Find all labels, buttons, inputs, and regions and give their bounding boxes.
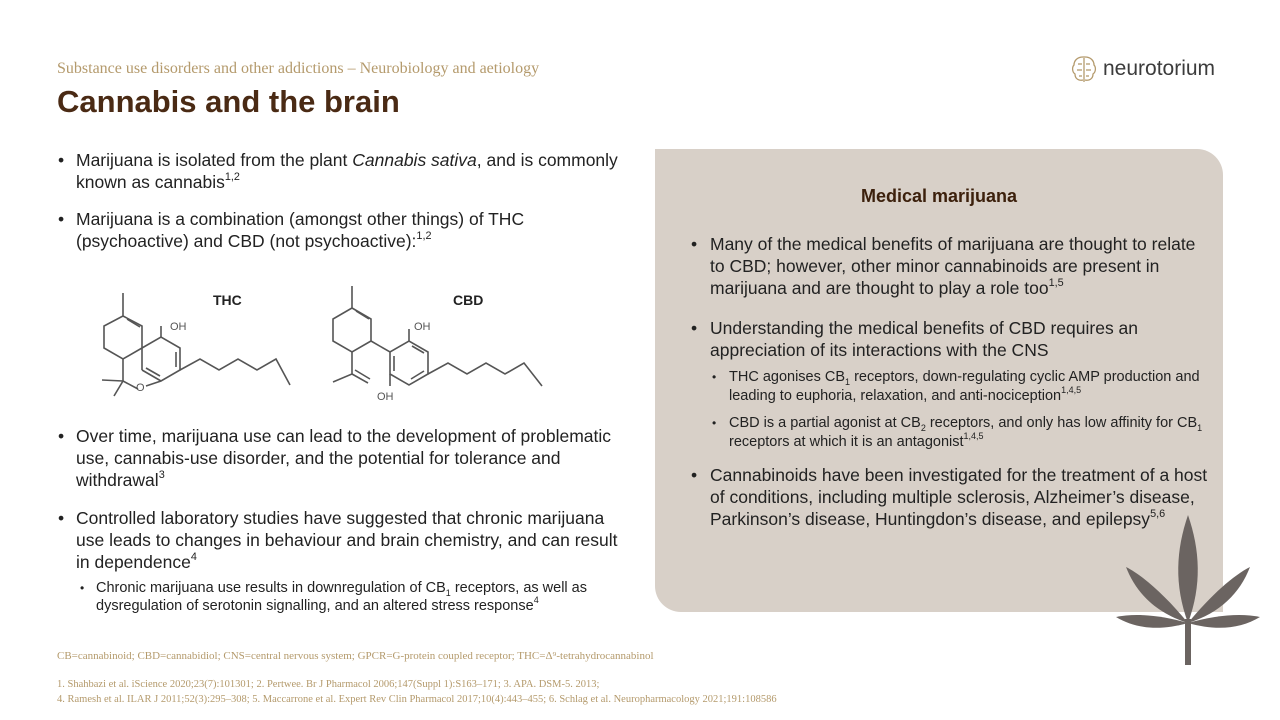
o-label: O xyxy=(136,382,145,394)
cbd-structure xyxy=(320,282,560,412)
text: receptors, and only has low affinity for CB xyxy=(925,415,1198,431)
neurotorium-logo xyxy=(1071,54,1215,84)
ref-sup: 1,4,5 xyxy=(963,431,984,442)
sub-bullets xyxy=(76,579,628,615)
bullet-thc-cbd xyxy=(58,208,628,252)
text: Many of the medical benefits of marijuana are thought to relate to CBD; however, other minor cannabinoids are present in marijuana and are thought to play a role too xyxy=(710,234,1196,298)
bullet-problematic-use xyxy=(58,425,628,491)
references-line-2: 4. Ramesh et al. ILAR J 2011;52(3):295–308; 5. Maccarrone et al. Expert Rev Clin Pharmacol 2017;10(4):443–455; 6. Schlag et al. Neuropharmacology 2021;191:108586 xyxy=(57,694,777,705)
molecule-structures xyxy=(80,282,560,412)
ref-sup: 1,2 xyxy=(224,171,240,184)
cannabis-leaf-icon xyxy=(1116,515,1260,665)
logo-text: neurotorium xyxy=(1103,57,1216,80)
bullet-marijuana-origin xyxy=(58,149,628,193)
species-name: Cannabis sativa xyxy=(352,150,477,170)
oh-label: OH xyxy=(170,321,187,333)
section-subtitle: Substance use disorders and other addictions – Neurobiology and aetiology xyxy=(57,60,540,77)
ref-sup: 1,4,5 xyxy=(1061,385,1082,396)
text: Over time, marijuana use can lead to the development of problematic use, cannabis-use disorder, and the potential for tolerance and withdrawal xyxy=(76,426,612,490)
ref-sup: 4 xyxy=(533,595,539,606)
panel-sub-cbd xyxy=(710,414,1211,452)
left-bullets-bottom xyxy=(58,425,628,615)
panel-sub-bullets xyxy=(710,368,1211,452)
abbreviations: CB=cannabinoid; CBD=cannabidiol; CNS=central nervous system; GPCR=G-protein coupled receptor; THC=Δ⁹-tetrahydrocannabinol xyxy=(57,650,654,662)
panel-bullet-cns xyxy=(691,317,1211,452)
left-bullets-top xyxy=(58,149,628,252)
text: , and is commonly known as cannabis xyxy=(76,150,618,192)
oh-label: OH xyxy=(414,321,431,333)
text: Controlled laboratory studies have suggested that chronic marijuana use leads to changes in behaviour and brain chemistry, and can result in dependence xyxy=(76,508,618,572)
panel-title: Medical marijuana xyxy=(860,186,1018,206)
text: Marijuana is a combination (amongst other things) of THC (psychoactive) and CBD (not psychoactive): xyxy=(76,209,525,251)
text: Chronic marijuana use results in downregulation of CB xyxy=(96,580,446,596)
text: receptors at which it is an antagonist xyxy=(729,434,964,450)
ref-sup: 4 xyxy=(190,551,197,564)
ref-sup: 1,2 xyxy=(416,230,432,243)
panel-sub-thc xyxy=(710,368,1211,406)
text: CBD is a partial agonist at CB xyxy=(729,415,921,431)
panel-bullet-benefits xyxy=(691,233,1211,299)
subscript: 1 xyxy=(445,587,451,598)
ref-sup: 5,6 xyxy=(1150,508,1166,521)
text: THC agonises CB xyxy=(729,369,846,385)
text: Marijuana is isolated from the plant xyxy=(76,150,353,170)
sub-bullet-downregulation xyxy=(76,579,628,615)
thc-label: THC xyxy=(213,292,242,308)
text: Cannabinoids have been investigated for the treatment of a host of conditions, including multiple sclerosis, Alzheimer’s disease, Parkinson’s disease, Huntingdon’s disease, and epilepsy xyxy=(710,465,1208,529)
bullet-lab-studies xyxy=(58,507,628,615)
page-title: Cannabis and the brain xyxy=(57,84,400,119)
subscript: 1 xyxy=(845,376,851,387)
brain-logo-icon xyxy=(1071,54,1097,84)
text: receptors, as well as dysregulation of serotonin signalling, and an altered stress response xyxy=(96,580,587,614)
thc-structure xyxy=(80,282,320,412)
text: Understanding the medical benefits of CBD requires an appreciation of its interactions with the CNS xyxy=(710,318,1139,360)
text: receptors, down-regulating cyclic AMP production and leading to euphoria, relaxation, and anti-nociception xyxy=(729,369,1200,404)
subscript: 1 xyxy=(1197,422,1203,433)
panel-bullets xyxy=(691,233,1211,530)
ref-sup: 3 xyxy=(158,469,165,482)
subscript: 2 xyxy=(920,422,926,433)
references xyxy=(57,677,777,707)
references-line-1: 1. Shahbazi et al. iScience 2020;23(7):101301; 2. Pertwee. Br J Pharmacol 2006;147(Suppl 1):S163–171; 3. APA. DSM-5. 2013; xyxy=(57,679,600,690)
oh-label: OH xyxy=(377,391,394,403)
cbd-label: CBD xyxy=(453,292,484,308)
ref-sup: 1,5 xyxy=(1048,277,1064,290)
